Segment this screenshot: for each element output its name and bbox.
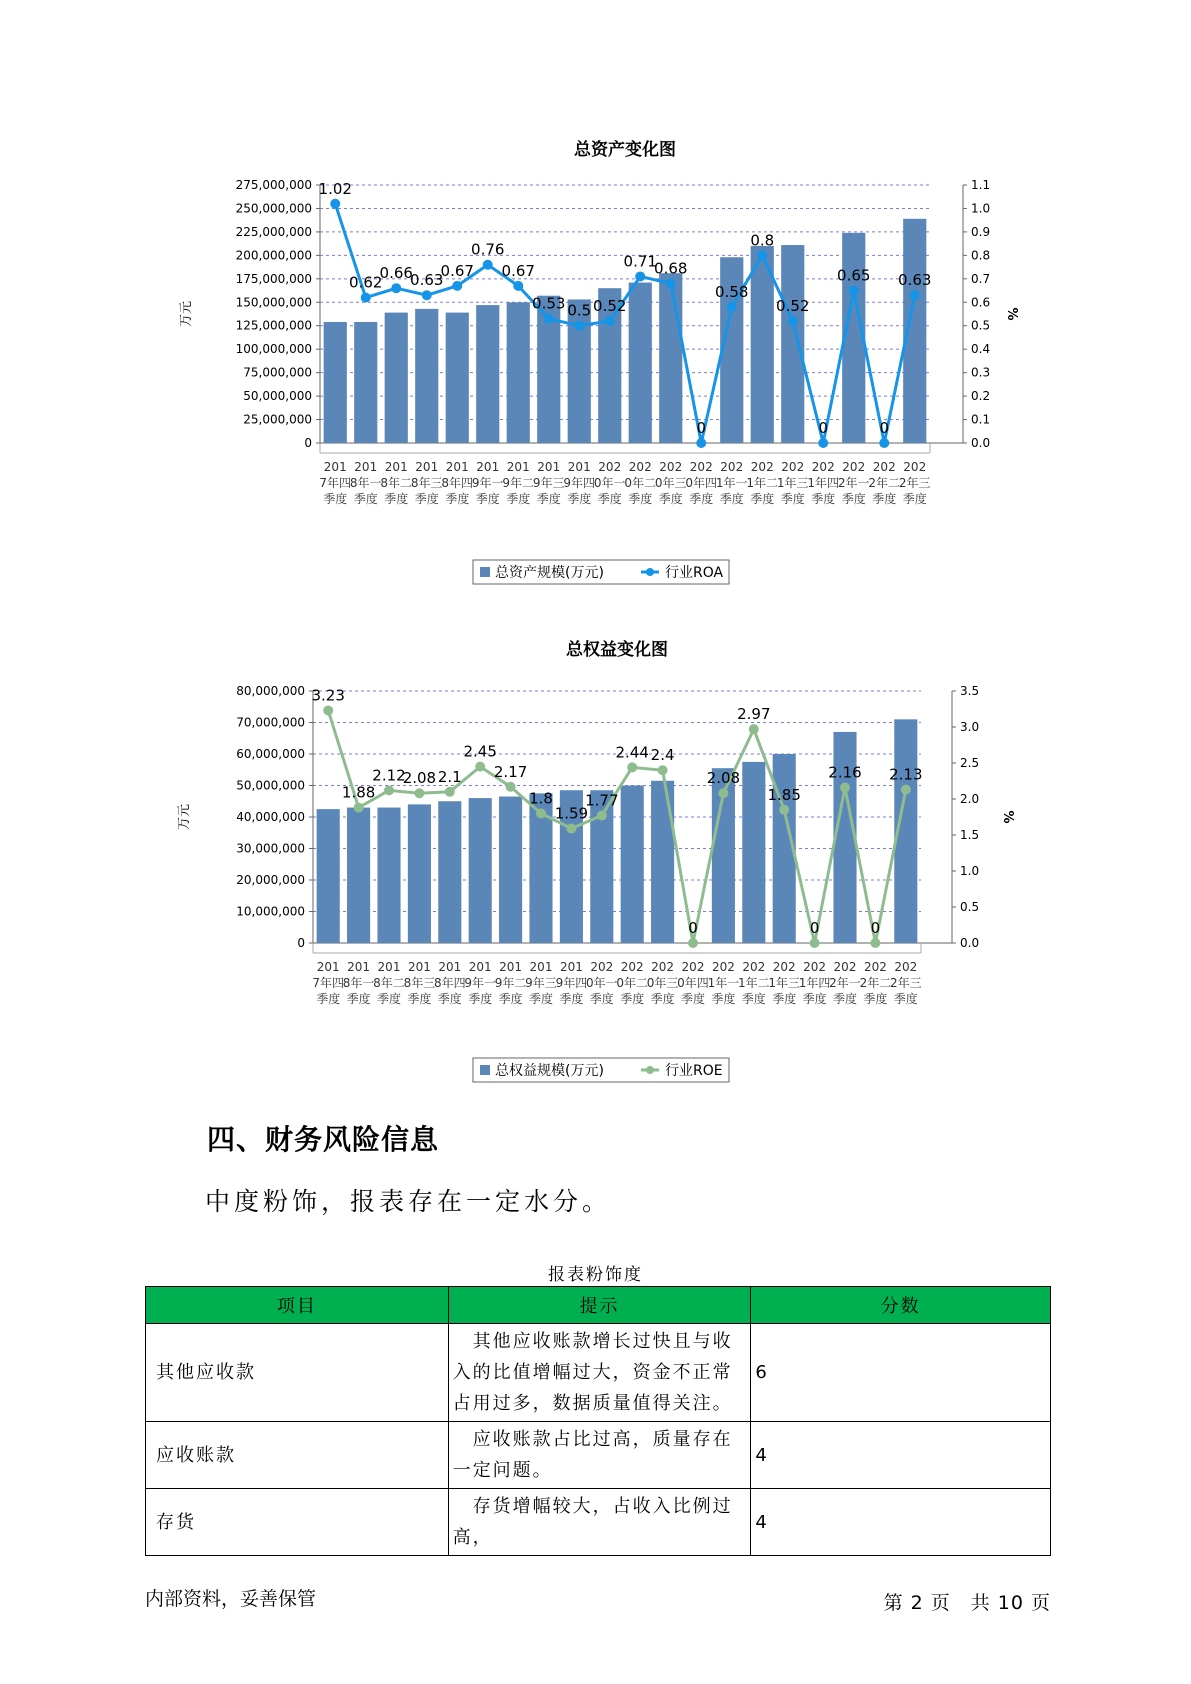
x-tick-label: 202 1年四季度 — [807, 460, 840, 506]
line-point — [666, 279, 676, 289]
data-label: 0 — [879, 419, 890, 437]
y2-tick-label: 0.2 — [971, 389, 991, 404]
data-label: 0 — [818, 419, 829, 437]
y-tick-label: 50,000,000 — [243, 389, 312, 404]
data-label: 0.58 — [715, 282, 749, 301]
line-point — [849, 286, 859, 296]
bar — [408, 804, 431, 943]
x-tick-label: 202 0年三季度 — [654, 460, 687, 506]
line-point — [445, 787, 455, 797]
row-score: 4 — [751, 1489, 1051, 1556]
y2-tick-label: 0.1 — [971, 412, 991, 427]
y-tick-label: 10,000,000 — [236, 904, 305, 919]
data-label: 1.8 — [529, 789, 553, 808]
y2-tick-label: 0.4 — [971, 342, 991, 357]
line-point — [384, 785, 394, 795]
total-equity-chart — [0, 630, 1191, 1090]
y2-tick-label: 0.5 — [971, 318, 991, 333]
data-label: 0.63 — [410, 271, 444, 290]
data-label: 0 — [809, 919, 820, 937]
bar — [438, 801, 461, 943]
x-tick-label: 202 1年二季度 — [746, 460, 779, 506]
line-point — [323, 705, 333, 715]
footer-page-number: 第 2 页 共 10 页 — [883, 1592, 1051, 1614]
row-item: 存货 — [146, 1489, 449, 1556]
data-label: 1.85 — [767, 785, 801, 804]
line-point — [727, 302, 737, 312]
data-label: 0.63 — [898, 271, 932, 290]
data-label: 0.5 — [567, 301, 592, 320]
y2-tick-label: 0.0 — [960, 936, 980, 950]
line-point — [810, 938, 820, 948]
table-row — [146, 1324, 1051, 1422]
y-tick-label: 50,000,000 — [236, 778, 305, 793]
y2-tick-label: 0.9 — [971, 224, 991, 239]
data-label: 0.53 — [532, 294, 566, 313]
legend-label-bar: 总资产规模(万元) — [495, 565, 604, 581]
data-label: 0.67 — [501, 261, 535, 280]
y2-axis-label: % — [1000, 810, 1015, 824]
bar — [507, 302, 530, 443]
line-point — [840, 782, 850, 792]
bar — [629, 283, 652, 443]
line-point — [788, 316, 798, 326]
line-point — [779, 805, 789, 815]
x-tick-label: 202 2年一季度 — [837, 460, 870, 506]
line-point — [574, 321, 584, 331]
line-point — [688, 938, 698, 948]
bar — [377, 808, 400, 943]
y2-tick-label: 0.5 — [960, 900, 980, 914]
footer-confidential: 内部资料，妥善保管 — [145, 1588, 317, 1610]
data-label: 1.77 — [585, 791, 619, 810]
line-point — [635, 271, 645, 281]
line-point — [879, 438, 889, 448]
y-tick-label: 200,000,000 — [235, 248, 312, 263]
line-point — [391, 283, 401, 293]
x-tick-label: 201 9年一季度 — [464, 960, 497, 1006]
y-tick-label: 225,000,000 — [235, 224, 312, 239]
x-tick-label: 202 1年三季度 — [776, 460, 809, 506]
x-tick-label: 202 0年一季度 — [593, 460, 626, 506]
x-tick-label: 201 9年四季度 — [555, 960, 588, 1006]
bar — [469, 798, 492, 943]
x-tick-label: 201 7年四季度 — [312, 960, 345, 1006]
x-tick-label: 202 0年三季度 — [646, 960, 679, 1006]
data-label: 0 — [688, 919, 698, 937]
x-tick-label: 202 1年二季度 — [737, 960, 770, 1006]
bar — [621, 786, 644, 944]
bar — [347, 808, 370, 943]
line-point — [818, 438, 828, 448]
legend-swatch-point — [646, 1066, 654, 1074]
row-item: 其他应收款 — [146, 1324, 449, 1422]
x-tick-label: 201 7年四季度 — [319, 460, 352, 506]
row-item: 应收账款 — [146, 1422, 449, 1489]
row-score: 6 — [751, 1324, 1051, 1422]
y-tick-label: 70,000,000 — [236, 715, 305, 730]
x-tick-label: 201 8年三季度 — [403, 960, 436, 1006]
bar — [781, 245, 804, 443]
data-label: 0.52 — [593, 297, 627, 316]
line-point — [513, 281, 523, 291]
data-label: 0.76 — [471, 240, 505, 259]
bar — [446, 313, 469, 443]
bar — [651, 781, 674, 943]
x-tick-label: 202 0年一季度 — [585, 960, 618, 1006]
data-label: 2.45 — [463, 742, 497, 761]
data-label: 0.62 — [349, 273, 383, 292]
data-label: 1.59 — [554, 804, 589, 823]
x-tick-label: 201 8年三季度 — [410, 460, 443, 506]
line-point — [605, 316, 615, 326]
y-tick-label: 150,000,000 — [235, 295, 312, 310]
y2-tick-label: 2.5 — [960, 756, 980, 770]
line-point — [696, 438, 706, 448]
table-caption: 报表粉饰度 — [548, 1265, 643, 1285]
y-tick-label: 175,000,000 — [235, 271, 312, 286]
y-tick-label: 20,000,000 — [236, 873, 305, 887]
x-tick-label: 202 2年二季度 — [859, 960, 892, 1006]
data-label: 2.16 — [828, 763, 862, 782]
data-label: 2.08 — [706, 769, 741, 788]
y2-tick-label: 0.0 — [971, 436, 991, 450]
row-score: 4 — [751, 1422, 1051, 1489]
data-label: 0.68 — [654, 259, 688, 278]
bar — [385, 313, 408, 443]
data-label: 2.44 — [615, 743, 649, 762]
y2-tick-label: 1.1 — [971, 178, 991, 192]
y-tick-label: 0 — [297, 936, 305, 950]
data-label: 2.12 — [372, 766, 406, 785]
row-hint: 存货增幅较大，占收入比例过高， — [448, 1489, 751, 1556]
y-tick-label: 125,000,000 — [235, 318, 312, 333]
header-hint: 提示 — [448, 1287, 751, 1324]
bar — [324, 322, 347, 443]
x-tick-label: 202 2年二季度 — [868, 460, 901, 506]
total-assets-chart-svg — [0, 130, 1191, 590]
total-assets-chart — [0, 130, 1191, 590]
x-tick-label: 201 9年二季度 — [502, 460, 535, 506]
line-point — [330, 199, 340, 209]
row-hint: 应收账款占比过高，质量存在一定问题。 — [448, 1422, 751, 1489]
line-point — [422, 290, 432, 300]
x-tick-label: 202 0年二季度 — [616, 960, 649, 1006]
line-point — [718, 788, 728, 798]
x-tick-label: 202 0年四季度 — [685, 460, 718, 506]
line-point — [483, 260, 493, 270]
data-label: 0.65 — [837, 266, 871, 285]
y-tick-label: 275,000,000 — [235, 178, 312, 192]
total-equity-chart-svg — [0, 630, 1191, 1090]
data-label: 2.13 — [889, 765, 923, 784]
y-tick-label: 80,000,000 — [236, 684, 305, 698]
legend-swatch-point — [646, 568, 654, 576]
bar — [317, 809, 340, 943]
line-point — [627, 762, 637, 772]
risk-table — [145, 1286, 1051, 1556]
line-point — [361, 293, 371, 303]
data-label: 0.67 — [440, 261, 474, 280]
row-hint: 其他应收账款增长过快且与收入的比值增幅过大，资金不正常占用过多，数据质量值得关注。 — [448, 1324, 751, 1422]
bar — [476, 305, 499, 443]
line-point — [544, 314, 554, 324]
data-label: 0 — [870, 919, 881, 937]
data-label: 1.88 — [341, 783, 376, 802]
legend-label-line: 行业ROE — [665, 1063, 723, 1079]
y2-axis-label: % — [1004, 307, 1019, 321]
y2-tick-label: 3.0 — [960, 720, 980, 734]
bar — [659, 273, 682, 443]
data-label: 2.08 — [402, 769, 437, 788]
y-tick-label: 25,000,000 — [243, 412, 312, 427]
data-label: 2.17 — [493, 762, 528, 781]
x-tick-label: 202 2年三季度 — [898, 460, 931, 506]
line-point — [658, 765, 668, 775]
legend-swatch-bar — [480, 1065, 490, 1075]
x-tick-label: 202 0年四季度 — [677, 960, 709, 1006]
bar — [354, 322, 377, 443]
y2-tick-label: 3.5 — [960, 684, 980, 698]
x-tick-label: 201 9年三季度 — [532, 460, 565, 506]
x-tick-label: 202 2年一季度 — [829, 960, 861, 1006]
y-axis-label: 万元 — [179, 300, 194, 328]
bar — [415, 309, 438, 443]
y-tick-label: 250,000,000 — [235, 201, 312, 216]
data-label: 0 — [696, 419, 707, 437]
data-label: 0.66 — [379, 264, 413, 283]
line-point — [536, 808, 546, 818]
data-label: 2.1 — [437, 767, 462, 786]
data-label: 0.8 — [750, 231, 775, 250]
x-tick-label: 201 8年四季度 — [433, 960, 466, 1006]
line-point — [475, 762, 485, 772]
table-header-row — [146, 1287, 1051, 1324]
line-point — [757, 250, 767, 260]
chart-title: 总资产变化图 — [574, 140, 676, 160]
x-tick-label: 201 9年二季度 — [494, 960, 527, 1006]
line-point — [566, 824, 576, 834]
line-point — [870, 938, 880, 948]
line-point — [506, 782, 516, 792]
y-tick-label: 40,000,000 — [236, 810, 305, 824]
risk-summary: 中度粉饰，报表存在一定水分。 — [205, 1187, 612, 1216]
x-tick-label: 201 8年二季度 — [380, 460, 413, 506]
line-point — [597, 811, 607, 821]
chart-title: 总权益变化图 — [566, 640, 668, 660]
line-point — [749, 724, 759, 734]
y2-tick-label: 0.7 — [971, 271, 991, 286]
header-score: 分数 — [751, 1287, 1051, 1324]
y2-tick-label: 1.0 — [971, 201, 991, 216]
data-label: 0.52 — [776, 297, 810, 316]
line-point — [901, 785, 911, 795]
y-tick-label: 60,000,000 — [236, 747, 305, 761]
y-axis-label: 万元 — [177, 803, 192, 831]
x-tick-label: 202 0年二季度 — [624, 460, 657, 506]
x-tick-label: 202 1年三季度 — [768, 960, 801, 1006]
legend-label-line: 行业ROA — [665, 565, 724, 581]
table-row — [146, 1489, 1051, 1556]
data-label: 2.4 — [650, 746, 675, 765]
y-tick-label: 0 — [304, 436, 312, 450]
y-tick-label: 30,000,000 — [236, 841, 305, 856]
y2-tick-label: 0.3 — [971, 365, 991, 380]
x-tick-label: 202 1年一季度 — [715, 460, 748, 506]
y2-tick-label: 1.0 — [960, 864, 980, 878]
header-item: 项目 — [146, 1287, 449, 1324]
line-point — [910, 290, 920, 300]
x-tick-label: 201 8年一季度 — [342, 960, 375, 1006]
data-label: 1.02 — [318, 179, 352, 198]
y2-tick-label: 0.6 — [971, 295, 991, 310]
line-point — [414, 788, 424, 798]
bar — [499, 797, 522, 943]
x-tick-label: 201 9年三季度 — [525, 960, 557, 1006]
section-title: 四、财务风险信息 — [207, 1123, 440, 1156]
x-tick-label: 201 8年一季度 — [349, 460, 382, 506]
y-tick-label: 100,000,000 — [235, 342, 312, 357]
x-tick-label: 201 9年一季度 — [471, 460, 504, 506]
x-tick-label: 202 1年一季度 — [707, 960, 740, 1006]
y2-tick-label: 2.0 — [960, 792, 980, 806]
line-point — [354, 803, 364, 813]
data-label: 0.71 — [623, 252, 657, 271]
legend-swatch-bar — [480, 567, 490, 577]
bar — [742, 762, 765, 943]
data-label: 3.23 — [311, 686, 345, 705]
line-point — [452, 281, 462, 291]
table-row — [146, 1422, 1051, 1489]
x-tick-label: 202 1年四季度 — [798, 960, 831, 1006]
x-tick-label: 202 2年三季度 — [889, 960, 922, 1006]
data-label: 2.97 — [737, 705, 771, 724]
x-tick-label: 201 8年四季度 — [441, 460, 474, 506]
y2-tick-label: 1.5 — [960, 828, 980, 842]
y2-tick-label: 0.8 — [971, 248, 991, 263]
x-tick-label: 201 8年二季度 — [373, 960, 405, 1006]
legend-label-bar: 总权益规模(万元) — [495, 1063, 604, 1079]
y-tick-label: 75,000,000 — [243, 365, 312, 380]
x-tick-label: 201 9年四季度 — [563, 460, 596, 506]
